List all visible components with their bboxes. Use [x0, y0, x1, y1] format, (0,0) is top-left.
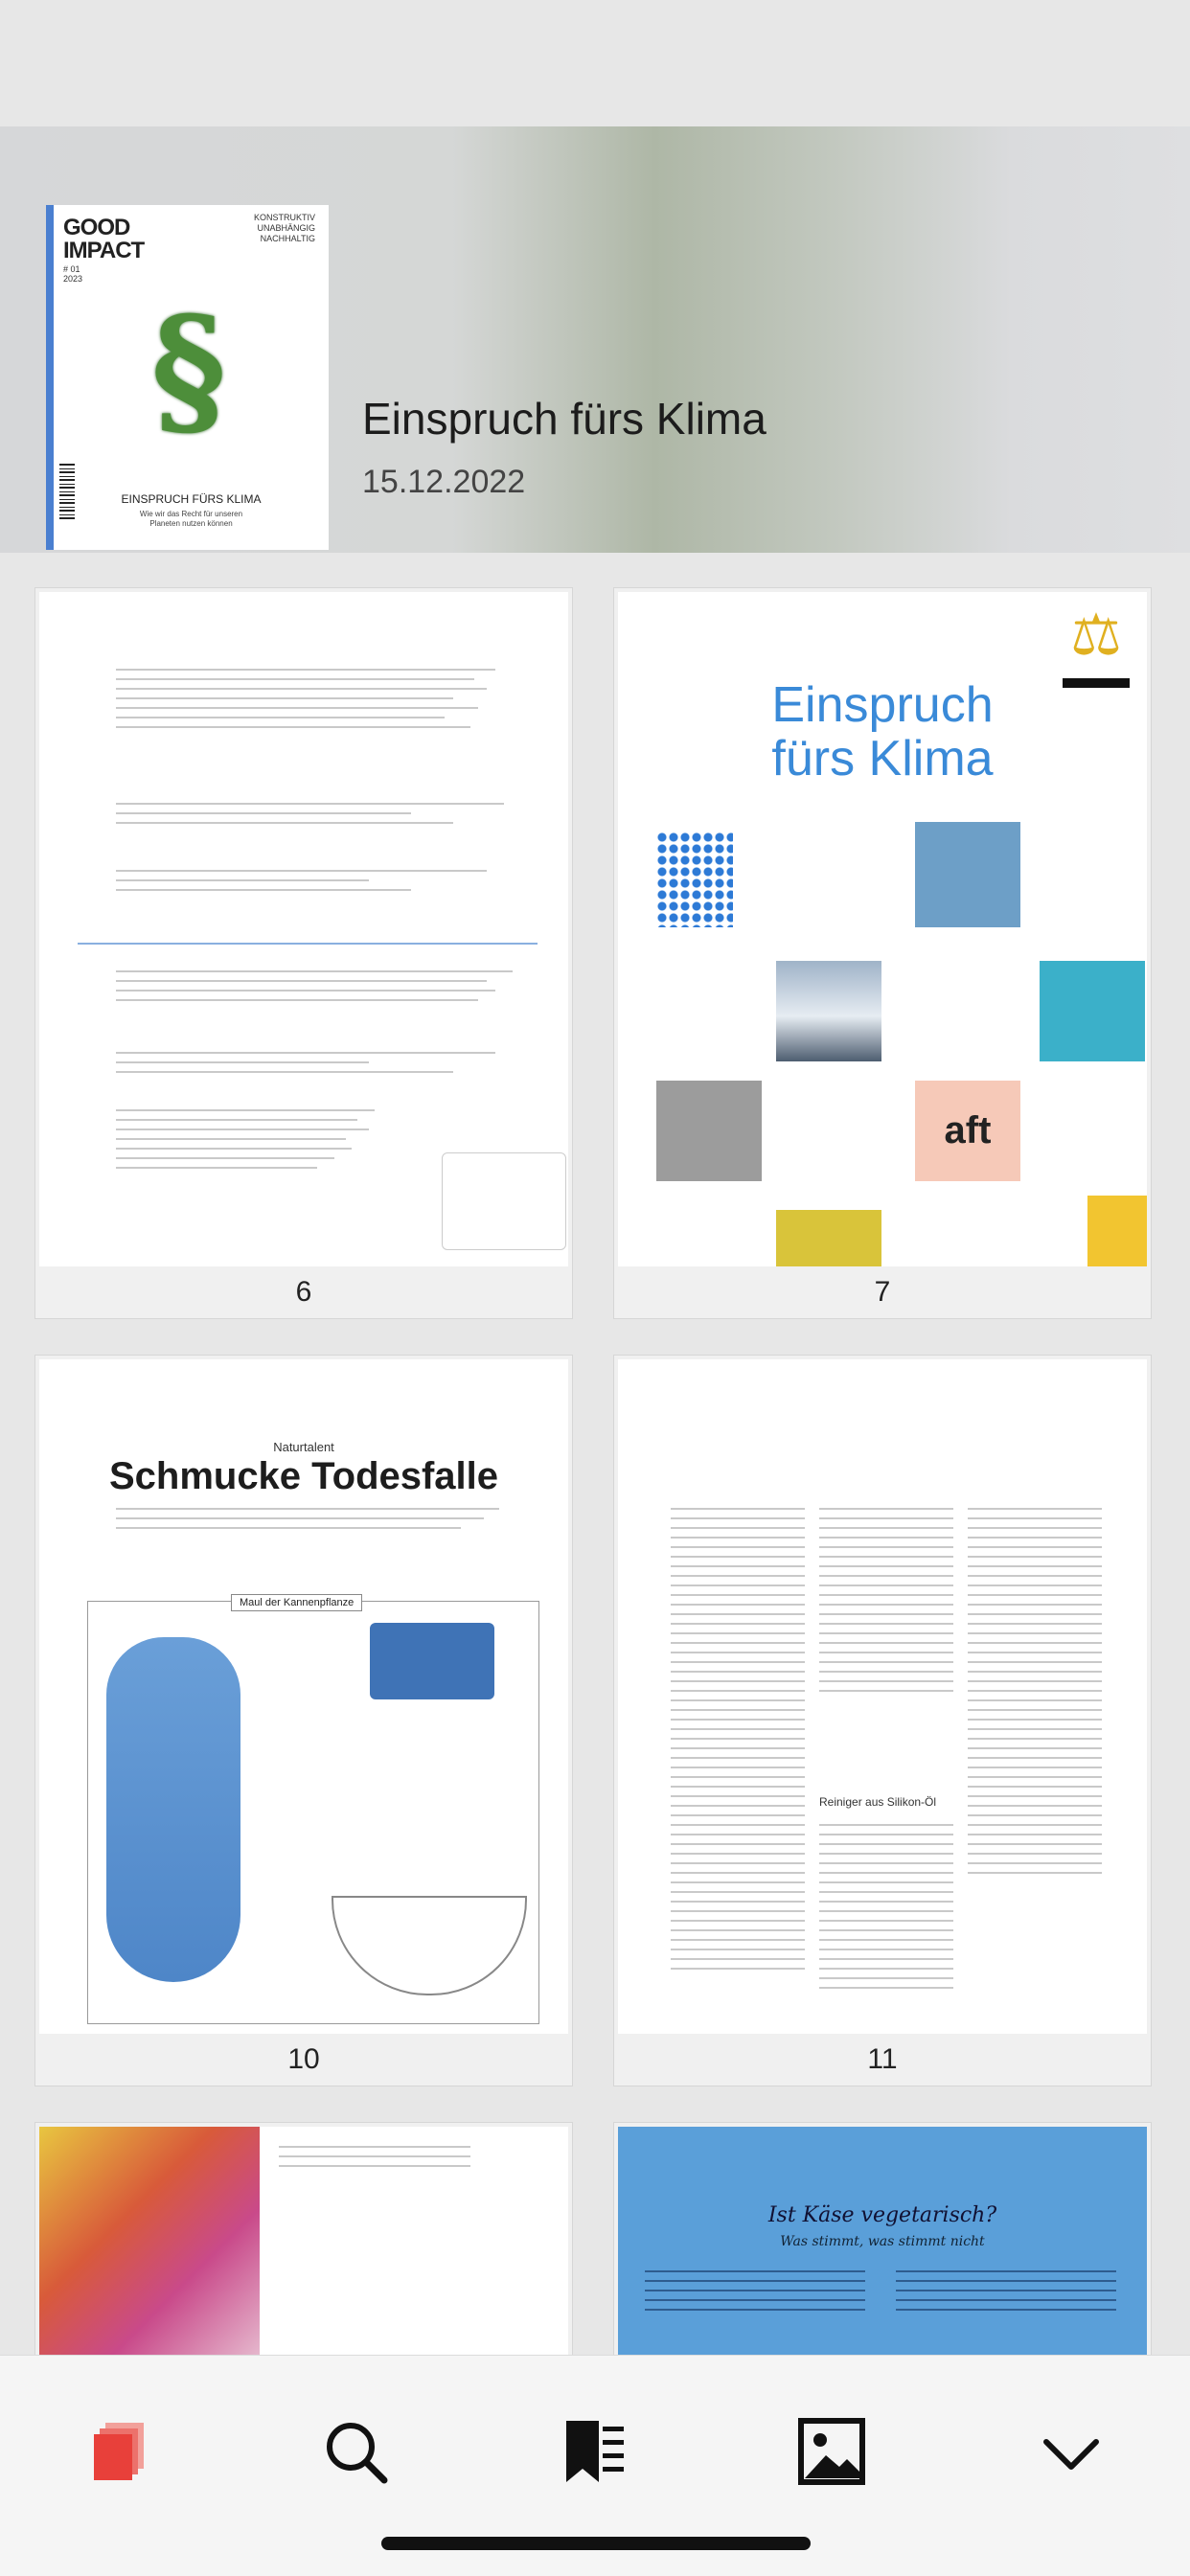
page-headline: Einspruch fürs Klima	[771, 677, 994, 786]
pages-button[interactable]	[61, 2394, 176, 2509]
page-image	[618, 1359, 1147, 2034]
cover-claim: KONSTRUKTIV UNABHÄNGIG NACHHALTIG	[253, 213, 315, 243]
chevron-down-icon	[1037, 2417, 1106, 2486]
page-thumbnail[interactable]	[613, 587, 1152, 1319]
pitcher-plant-illustration	[106, 1637, 240, 1982]
photo-portrait	[656, 1081, 762, 1181]
page-thumbnail[interactable]	[34, 1355, 573, 2086]
scales-icon: ⚖	[1063, 602, 1130, 688]
home-indicator[interactable]	[381, 2537, 811, 2550]
photo-climber	[915, 822, 1020, 927]
dot-grid	[656, 832, 733, 927]
page-number: 7	[874, 1276, 891, 1308]
page-image	[618, 592, 1147, 1266]
search-icon	[321, 2417, 390, 2486]
bookmarks-button[interactable]	[538, 2394, 652, 2509]
illustration-sun	[1087, 1196, 1147, 1266]
page-image	[39, 592, 568, 1266]
image-icon	[797, 2417, 866, 2486]
article-kicker: Naturtalent	[273, 1440, 334, 1454]
issue-date: 15.12.2022	[362, 464, 526, 500]
article-headline: Schmucke Todesfalle	[108, 1455, 499, 1497]
collapse-button[interactable]	[1014, 2394, 1129, 2509]
article-headline: Ist Käse vegetarisch?	[767, 2203, 997, 2227]
cover-subline: Wie wir das Recht für unseren Planeten nutzen können	[139, 510, 243, 528]
article-subline: Was stimmt, was stimmt nicht	[780, 2234, 985, 2249]
bookmark-list-icon	[561, 2417, 629, 2486]
paragraph-plant-icon: §	[150, 285, 227, 454]
search-button[interactable]	[298, 2394, 413, 2509]
page-thumbnail[interactable]	[613, 1355, 1152, 2086]
graphic-text-block: aft	[915, 1081, 1020, 1181]
photo-protest-sign	[776, 1210, 881, 1266]
photo-mountains	[776, 961, 881, 1061]
article-subhead: Reiniger aus Silikon-Öl	[819, 1795, 937, 1809]
issue-title: Einspruch fürs Klima	[362, 394, 767, 444]
illustration-cloud	[1040, 961, 1145, 1061]
cover-logo: GOOD IMPACT	[63, 215, 145, 263]
issue-cover[interactable]	[46, 205, 329, 550]
cover-issue-number: # 01 2023	[63, 264, 83, 284]
images-button[interactable]	[774, 2394, 889, 2509]
page-number: 11	[867, 2043, 898, 2075]
diagram-title: Maul der Kannenpflanze	[231, 1594, 362, 1611]
pages-icon	[84, 2417, 153, 2486]
page-thumbnail[interactable]	[34, 587, 573, 1319]
cover-headline: EINSPRUCH FÜRS KLIMA	[121, 492, 262, 506]
texture-illustration	[370, 1623, 494, 1699]
page-number: 6	[295, 1276, 312, 1308]
page-image	[39, 1359, 568, 2034]
issue-header[interactable]	[0, 126, 1190, 553]
page-number: 10	[287, 2043, 320, 2075]
